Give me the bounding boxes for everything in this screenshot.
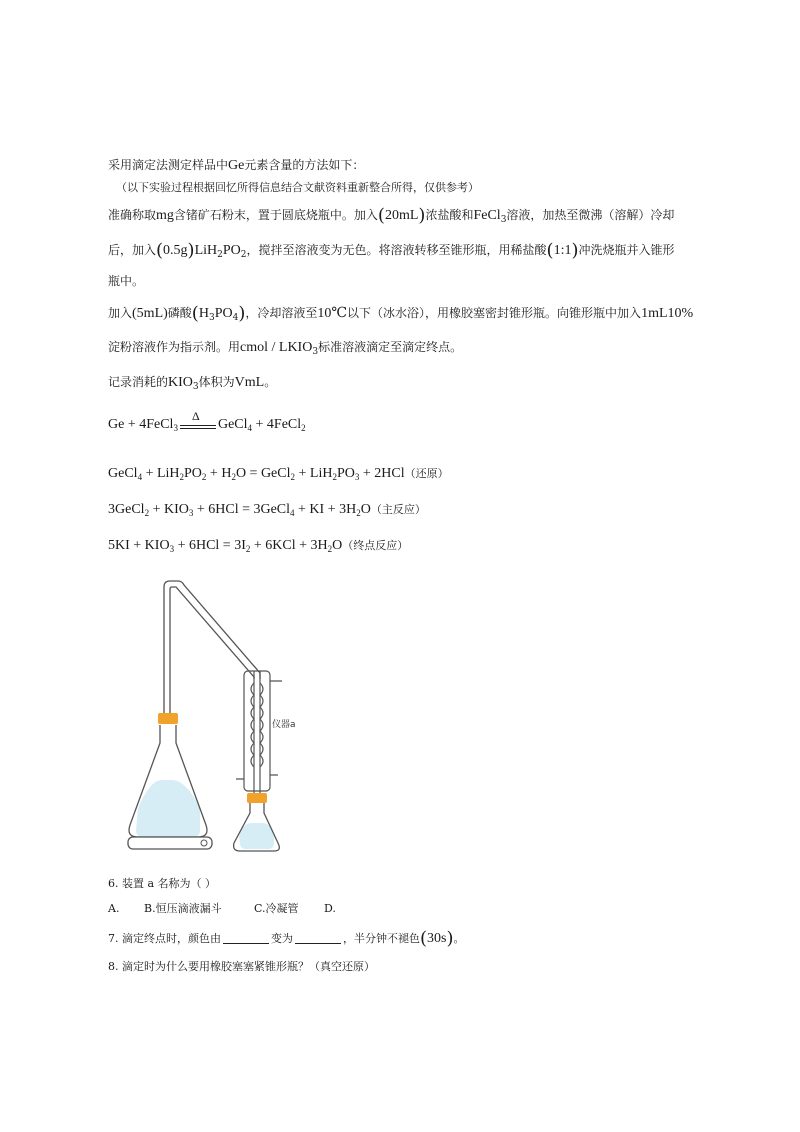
rubber-stopper-left	[158, 713, 178, 724]
option-d[interactable]: D.	[324, 902, 336, 915]
procedure-line-4: 加入(5mL)磷酸$(H_3PO_4)$，冷却溶液至10℃以下（冰水浴），用橡胶塞密封锥形瓶。向锥形瓶中加入1mL10%	[108, 303, 694, 324]
condenser-label: 仪器a	[272, 720, 296, 730]
equation-1: Ge + 4FeCl$_3$ Δ GeCl$_4$ + 4FeCl$_2$	[108, 409, 306, 433]
heating-plate	[128, 837, 212, 849]
question-8: 8. 滴定时为什么要用橡胶塞塞紧锥形瓶？（真空还原）	[108, 960, 375, 973]
equation-4: $5KI + KIO_3 + 6HCl = 3I_2 + 6KCl + 3H_2O$（终点反应）	[108, 538, 409, 554]
condenser-a	[236, 671, 282, 803]
question-6-options	[108, 900, 336, 916]
receiver-liquid	[239, 823, 274, 849]
distillation-apparatus-figure	[120, 575, 296, 865]
rubber-stopper-right	[247, 793, 267, 803]
procedure-line-1: 准确称取mg含锗矿石粉末，置于圆底烧瓶中。加入(20mL)浓盐酸和FeCl$_3$溶液，加热至微沸（溶解）冷却	[108, 205, 675, 226]
question-6: 6. 装置 a 名称为（ ）	[108, 877, 217, 890]
answer-blank-1[interactable]	[223, 931, 269, 944]
procedure-line-3: 瓶中。	[108, 274, 145, 288]
option-c[interactable]: C.冷凝管	[254, 902, 299, 915]
flask-liquid	[136, 780, 200, 838]
equation-3: 3GeCl$_2$ + $KIO_3 + 6HCl$ = 3GeCl$_4$ + KI + $3H_2O$（主反应）	[108, 502, 426, 518]
intro-line-1: 采用滴定法测定样品中Ge元素含量的方法如下：	[108, 158, 365, 173]
option-a[interactable]: A.	[108, 902, 120, 915]
equation-3-note: （主反应）	[370, 503, 426, 516]
intro-line-2: （以下实验过程根据回忆所得信息结合文献资料重新整合所得，仅供参考）	[116, 181, 479, 194]
procedure-line-6: 记录消耗的$KIO_3$体积为VmL。	[108, 375, 277, 392]
heat-condition-sign: Δ	[180, 425, 216, 429]
equation-4-note: （终点反应）	[342, 539, 409, 552]
ge-symbol: Ge	[228, 158, 245, 173]
option-b[interactable]: B.恒压滴液漏斗	[144, 902, 222, 915]
procedure-line-5: 淀粉溶液作为指示剂。用cmol / $LKIO_3$标准溶液滴定至滴定终点。	[108, 340, 463, 357]
equation-2: GeCl$_4$ + $LiH_2PO_2 + H_2O$ = GeCl$_2$ + $LiH_2PO_3 + 2HCl$（还原）	[108, 466, 449, 482]
question-7: 7. 滴定终点时，颜色由 变为 ，半分钟不褪色(30s)。	[108, 928, 465, 949]
equation-2-note: （还原）	[404, 467, 449, 480]
procedure-line-2: 后，加入$(0.5g)LiH_2PO_2$，搅拌至溶液变为无色。将溶液转移至锥形瓶，用稀盐酸(1:1)冲洗烧瓶并入锥形	[108, 240, 675, 261]
answer-blank-2[interactable]	[295, 931, 341, 944]
